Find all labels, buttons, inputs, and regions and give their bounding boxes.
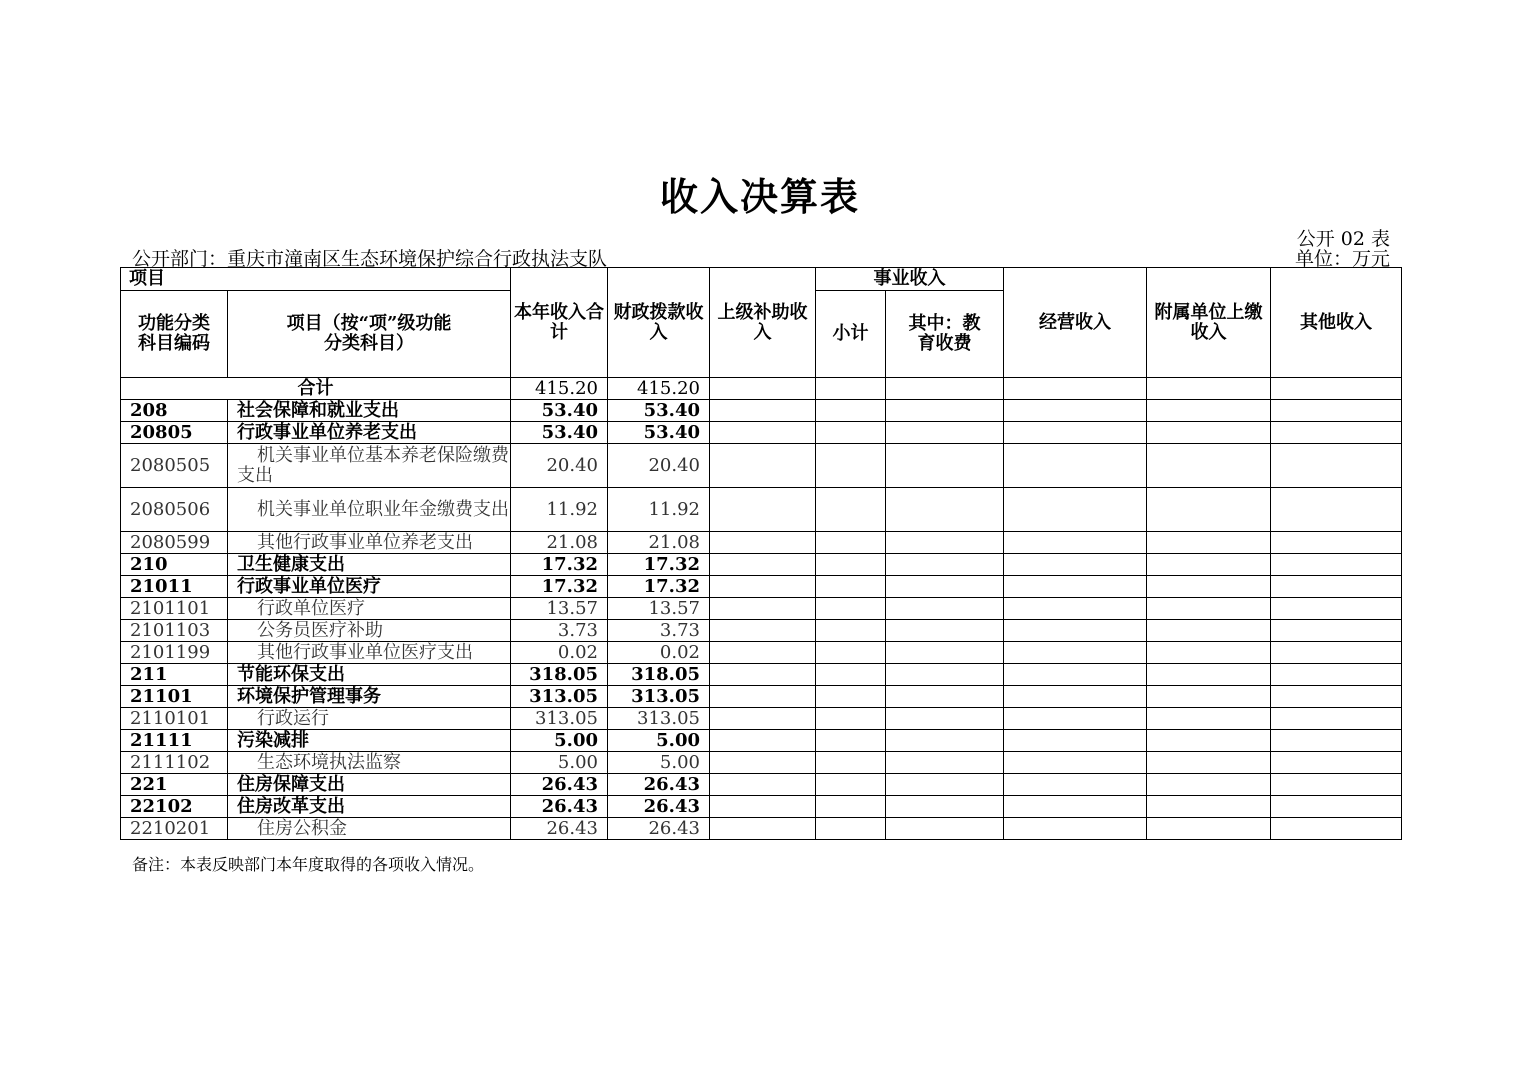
empty-cell (1271, 554, 1402, 576)
empty-cell (710, 488, 816, 532)
empty-cell (816, 664, 886, 686)
header-subsidy: 上级补助收入 (710, 268, 816, 378)
row-code: 208 (121, 400, 228, 422)
row-fiscal: 26.43 (608, 796, 710, 818)
empty-cell (710, 686, 816, 708)
empty-cell (1004, 686, 1147, 708)
header-fiscal: 财政拨款收入 (608, 268, 710, 378)
row-name: 其他行政事业单位养老支出 (228, 532, 511, 554)
table-row (121, 532, 1402, 554)
empty-cell (816, 708, 886, 730)
row-name: 社会保障和就业支出 (228, 400, 511, 422)
empty-cell (1147, 796, 1271, 818)
row-fiscal: 20.40 (608, 444, 710, 488)
row-fiscal: 17.32 (608, 576, 710, 598)
empty-cell (1147, 422, 1271, 444)
empty-cell (1004, 532, 1147, 554)
row-total: 11.92 (511, 488, 608, 532)
header-code: 功能分类科目编码 (121, 291, 228, 378)
table-row (121, 818, 1402, 840)
empty-cell (1004, 642, 1147, 664)
empty-cell (1271, 576, 1402, 598)
row-total: 3.73 (511, 620, 608, 642)
department-label: 公开部门：重庆市潼南区生态环境保护综合行政执法支队 (132, 248, 608, 270)
row-name: 行政单位医疗 (228, 598, 511, 620)
empty-cell (1004, 796, 1147, 818)
empty-cell (1271, 532, 1402, 554)
empty-cell (886, 400, 1004, 422)
empty-cell (1271, 642, 1402, 664)
empty-cell (1147, 642, 1271, 664)
empty-cell (710, 532, 816, 554)
empty-cell (816, 620, 886, 642)
row-name: 行政事业单位医疗 (228, 576, 511, 598)
empty-cell (1271, 400, 1402, 422)
row-fiscal: 21.08 (608, 532, 710, 554)
empty-cell (1147, 620, 1271, 642)
empty-cell (816, 774, 886, 796)
empty-cell (886, 686, 1004, 708)
empty-cell (1271, 796, 1402, 818)
row-name: 环境保护管理事务 (228, 686, 511, 708)
row-code: 2110101 (121, 708, 228, 730)
empty-cell (710, 444, 816, 488)
row-total: 20.40 (511, 444, 608, 488)
table-row (121, 752, 1402, 774)
row-code: 20805 (121, 422, 228, 444)
empty-cell (886, 620, 1004, 642)
empty-cell (1271, 598, 1402, 620)
table-row (121, 686, 1402, 708)
empty-cell (710, 400, 816, 422)
empty-cell (1147, 598, 1271, 620)
empty-cell (886, 818, 1004, 840)
empty-cell (1271, 620, 1402, 642)
empty-cell (1147, 686, 1271, 708)
empty-cell (1004, 620, 1147, 642)
table-row (121, 708, 1402, 730)
row-fiscal: 0.02 (608, 642, 710, 664)
empty-cell (1147, 532, 1271, 554)
empty-cell (1271, 774, 1402, 796)
empty-cell (816, 642, 886, 664)
empty-cell (710, 554, 816, 576)
empty-cell (1004, 444, 1147, 488)
table-row (121, 664, 1402, 686)
row-name: 住房公积金 (228, 818, 511, 840)
empty-cell (1004, 664, 1147, 686)
empty-cell (1147, 708, 1271, 730)
unit-label: 单位：万元 (1294, 248, 1390, 270)
row-code: 22102 (121, 796, 228, 818)
empty-cell (1147, 818, 1271, 840)
empty-cell (1271, 730, 1402, 752)
row-name: 行政事业单位养老支出 (228, 422, 511, 444)
total-row (121, 378, 1402, 400)
empty-cell (886, 752, 1004, 774)
header-business-income: 事业收入 (816, 268, 1004, 291)
empty-cell (886, 422, 1004, 444)
income-table (120, 267, 1402, 840)
page-title: 收入决算表 (659, 174, 860, 219)
row-name: 住房改革支出 (228, 796, 511, 818)
empty-cell (710, 730, 816, 752)
footnote: 备注：本表反映部门本年度取得的各项收入情况。 (132, 855, 485, 874)
empty-cell (816, 422, 886, 444)
form-number: 公开 02 表 (1296, 228, 1390, 250)
empty-cell (816, 554, 886, 576)
empty-cell (1004, 488, 1147, 532)
empty-cell (710, 598, 816, 620)
empty-cell (710, 664, 816, 686)
row-code: 221 (121, 774, 228, 796)
row-total: 26.43 (511, 818, 608, 840)
total-amount: 415.20 (511, 378, 608, 400)
row-code: 21101 (121, 686, 228, 708)
row-code: 210 (121, 554, 228, 576)
header-operating: 经营收入 (1004, 268, 1147, 378)
empty-cell (1271, 686, 1402, 708)
empty-cell (1147, 444, 1271, 488)
empty-cell (886, 488, 1004, 532)
empty-cell (1271, 752, 1402, 774)
empty-cell (1004, 730, 1147, 752)
empty-cell (1004, 708, 1147, 730)
empty-cell (1271, 708, 1402, 730)
table-row (121, 576, 1402, 598)
empty-cell (1271, 818, 1402, 840)
empty-cell (710, 708, 816, 730)
table-row (121, 444, 1402, 488)
empty-cell (816, 444, 886, 488)
empty-cell (1147, 488, 1271, 532)
row-fiscal: 5.00 (608, 752, 710, 774)
header-name: 项目（按“项”级功能分类科目） (228, 291, 511, 378)
empty-cell (1147, 400, 1271, 422)
row-code: 21011 (121, 576, 228, 598)
empty-cell (1147, 554, 1271, 576)
empty-cell (886, 532, 1004, 554)
row-total: 17.32 (511, 554, 608, 576)
empty-cell (1271, 444, 1402, 488)
empty-cell (816, 400, 886, 422)
row-code: 21111 (121, 730, 228, 752)
row-total: 0.02 (511, 642, 608, 664)
total-label: 合计 (121, 378, 511, 400)
row-fiscal: 53.40 (608, 400, 710, 422)
empty-cell (816, 488, 886, 532)
empty-cell (1004, 752, 1147, 774)
empty-cell (1004, 400, 1147, 422)
empty-cell (1271, 664, 1402, 686)
total-fiscal: 415.20 (608, 378, 710, 400)
row-total: 13.57 (511, 598, 608, 620)
empty-cell (1004, 554, 1147, 576)
row-total: 17.32 (511, 576, 608, 598)
header-total: 本年收入合计 (511, 268, 608, 378)
row-code: 2080506 (121, 488, 228, 532)
row-fiscal: 3.73 (608, 620, 710, 642)
row-name: 机关事业单位基本养老保险缴费支出 (228, 444, 511, 488)
header-subtotal: 小计 (816, 291, 886, 378)
row-code: 2101199 (121, 642, 228, 664)
empty-cell (1004, 818, 1147, 840)
row-code: 2101101 (121, 598, 228, 620)
row-total: 318.05 (511, 664, 608, 686)
empty-cell (816, 532, 886, 554)
empty-cell (710, 752, 816, 774)
empty-cell (886, 642, 1004, 664)
empty-cell (1147, 664, 1271, 686)
empty-cell (1271, 488, 1402, 532)
row-fiscal: 26.43 (608, 818, 710, 840)
table-row (121, 422, 1402, 444)
row-name: 住房保障支出 (228, 774, 511, 796)
row-name: 生态环境执法监察 (228, 752, 511, 774)
header-other: 其他收入 (1271, 268, 1402, 378)
row-fiscal: 313.05 (608, 686, 710, 708)
empty-cell (816, 598, 886, 620)
row-total: 21.08 (511, 532, 608, 554)
empty-cell (816, 752, 886, 774)
table-row (121, 554, 1402, 576)
empty-cell (816, 576, 886, 598)
row-code: 2210201 (121, 818, 228, 840)
header-item: 项目 (121, 268, 511, 291)
empty-cell (710, 620, 816, 642)
empty-cell (816, 686, 886, 708)
row-total: 5.00 (511, 752, 608, 774)
row-fiscal: 53.40 (608, 422, 710, 444)
empty-cell (1147, 576, 1271, 598)
row-name: 卫生健康支出 (228, 554, 511, 576)
empty-cell (710, 642, 816, 664)
empty-cell (1147, 730, 1271, 752)
row-name: 公务员医疗补助 (228, 620, 511, 642)
table-row (121, 642, 1402, 664)
row-name: 污染减排 (228, 730, 511, 752)
table-row (121, 620, 1402, 642)
row-total: 313.05 (511, 686, 608, 708)
empty-cell (1147, 774, 1271, 796)
empty-cell (816, 796, 886, 818)
table-row (121, 488, 1402, 532)
empty-cell (816, 730, 886, 752)
row-code: 2111102 (121, 752, 228, 774)
row-total: 53.40 (511, 422, 608, 444)
table-row (121, 400, 1402, 422)
empty-cell (1004, 598, 1147, 620)
table-row (121, 730, 1402, 752)
row-fiscal: 13.57 (608, 598, 710, 620)
row-fiscal: 11.92 (608, 488, 710, 532)
empty-cell (1004, 774, 1147, 796)
row-fiscal: 26.43 (608, 774, 710, 796)
header-education: 其中：教育收费 (886, 291, 1004, 378)
row-total: 313.05 (511, 708, 608, 730)
empty-cell (1004, 576, 1147, 598)
row-total: 5.00 (511, 730, 608, 752)
empty-cell (886, 796, 1004, 818)
empty-cell (886, 664, 1004, 686)
empty-cell (1147, 752, 1271, 774)
empty-cell (816, 818, 886, 840)
row-fiscal: 318.05 (608, 664, 710, 686)
row-total: 26.43 (511, 774, 608, 796)
empty-cell (886, 730, 1004, 752)
row-name: 节能环保支出 (228, 664, 511, 686)
row-fiscal: 17.32 (608, 554, 710, 576)
row-code: 2101103 (121, 620, 228, 642)
empty-cell (886, 598, 1004, 620)
row-code: 2080505 (121, 444, 228, 488)
row-total: 53.40 (511, 400, 608, 422)
empty-cell (710, 576, 816, 598)
row-name: 其他行政事业单位医疗支出 (228, 642, 511, 664)
table-row (121, 598, 1402, 620)
empty-cell (710, 796, 816, 818)
row-name: 机关事业单位职业年金缴费支出 (228, 488, 511, 532)
empty-cell (710, 818, 816, 840)
table-row (121, 796, 1402, 818)
empty-cell (886, 576, 1004, 598)
empty-cell (1004, 422, 1147, 444)
empty-cell (886, 774, 1004, 796)
row-fiscal: 313.05 (608, 708, 710, 730)
empty-cell (710, 774, 816, 796)
table-row (121, 774, 1402, 796)
empty-cell (886, 554, 1004, 576)
header-affiliated: 附属单位上缴收入 (1147, 268, 1271, 378)
row-fiscal: 5.00 (608, 730, 710, 752)
empty-cell (710, 422, 816, 444)
empty-cell (886, 708, 1004, 730)
row-total: 26.43 (511, 796, 608, 818)
empty-cell (1271, 422, 1402, 444)
empty-cell (886, 444, 1004, 488)
row-code: 211 (121, 664, 228, 686)
row-name: 行政运行 (228, 708, 511, 730)
row-code: 2080599 (121, 532, 228, 554)
